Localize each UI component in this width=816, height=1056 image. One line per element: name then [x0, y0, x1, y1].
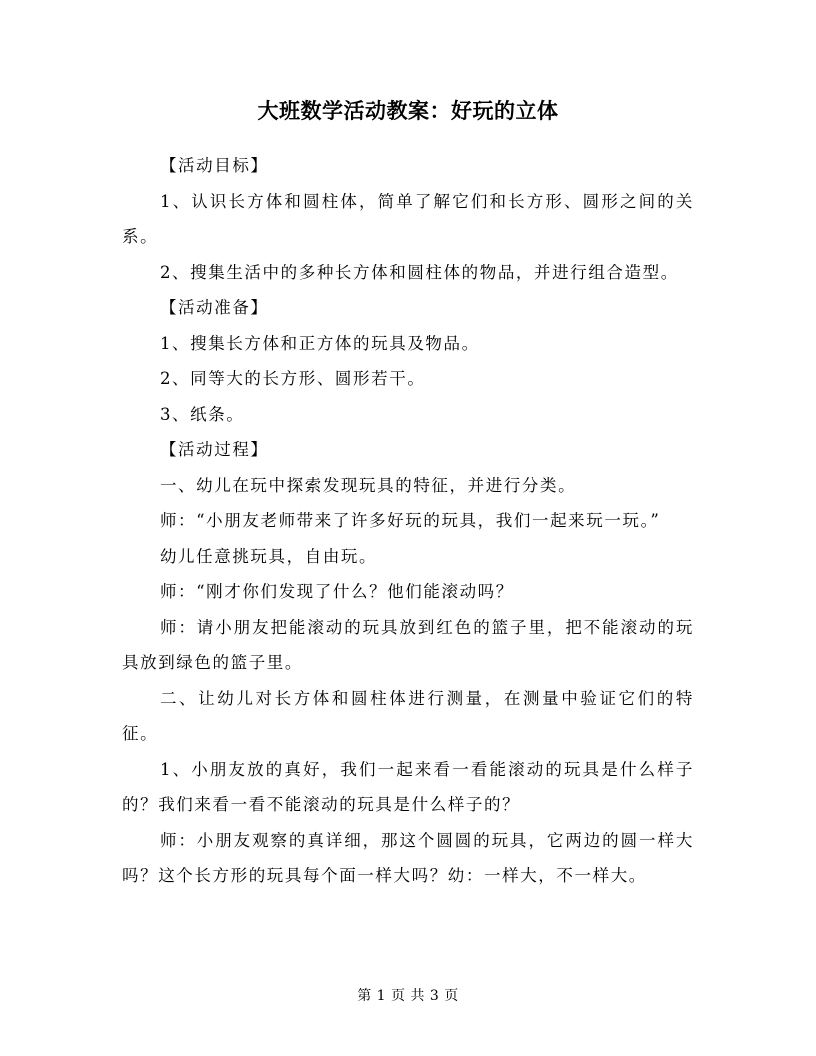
child-activity-line: 幼儿任意挑玩具，自由玩。	[159, 546, 378, 566]
section-heading-goals: 【活动目标】	[159, 156, 269, 175]
document-title: 大班数学活动教案：好玩的立体	[257, 98, 559, 123]
teacher-line-4: 师：小朋友观察的真详细，那这个圆圆的玩具，它两边的圆一样大吗？这个长方形的玩具每个面一样大吗？幼：一样大，不一样大。	[122, 830, 694, 885]
goal-item-1: 1、认识长方体和圆柱体，简单了解它们和长方形、圆形之间的关系。	[122, 191, 694, 246]
process-substep-1: 1、小朋友放的真好，我们一起来看一看能滚动的玩具是什么样子的？我们来看一看不能滚动的玩具是什么样子的？	[122, 759, 694, 814]
teacher-line-2: 师：“刚才你们发现了什么？他们能滚动吗？	[159, 582, 514, 601]
preparation-item-3: 3、纸条。	[159, 404, 245, 424]
section-heading-preparation: 【活动准备】	[159, 298, 269, 317]
preparation-item-1: 1、搜集长方体和正方体的玩具及物品。	[159, 333, 480, 353]
section-heading-process: 【活动过程】	[159, 440, 269, 459]
document-body	[122, 148, 694, 894]
goal-item-2: 2、搜集生活中的多种长方体和圆柱体的物品，并进行组合造型。	[159, 262, 679, 282]
teacher-line-1: 师：“小朋友老师带来了许多好玩的玩具，我们一起来玩一玩。”	[159, 511, 661, 530]
teacher-line-3: 师：请小朋友把能滚动的玩具放到红色的篮子里，把不能滚动的玩具放到绿色的篮子里。	[122, 617, 694, 672]
preparation-item-2: 2、同等大的长方形、圆形若干。	[159, 369, 426, 388]
process-step-1: 一、幼儿在玩中探索发现玩具的特征，并进行分类。	[159, 475, 577, 495]
page-number-footer: 第 1 页 共 3 页	[357, 988, 459, 1004]
process-step-2: 二、让幼儿对长方体和圆柱体进行测量，在测量中验证它们的特征。	[122, 688, 694, 743]
